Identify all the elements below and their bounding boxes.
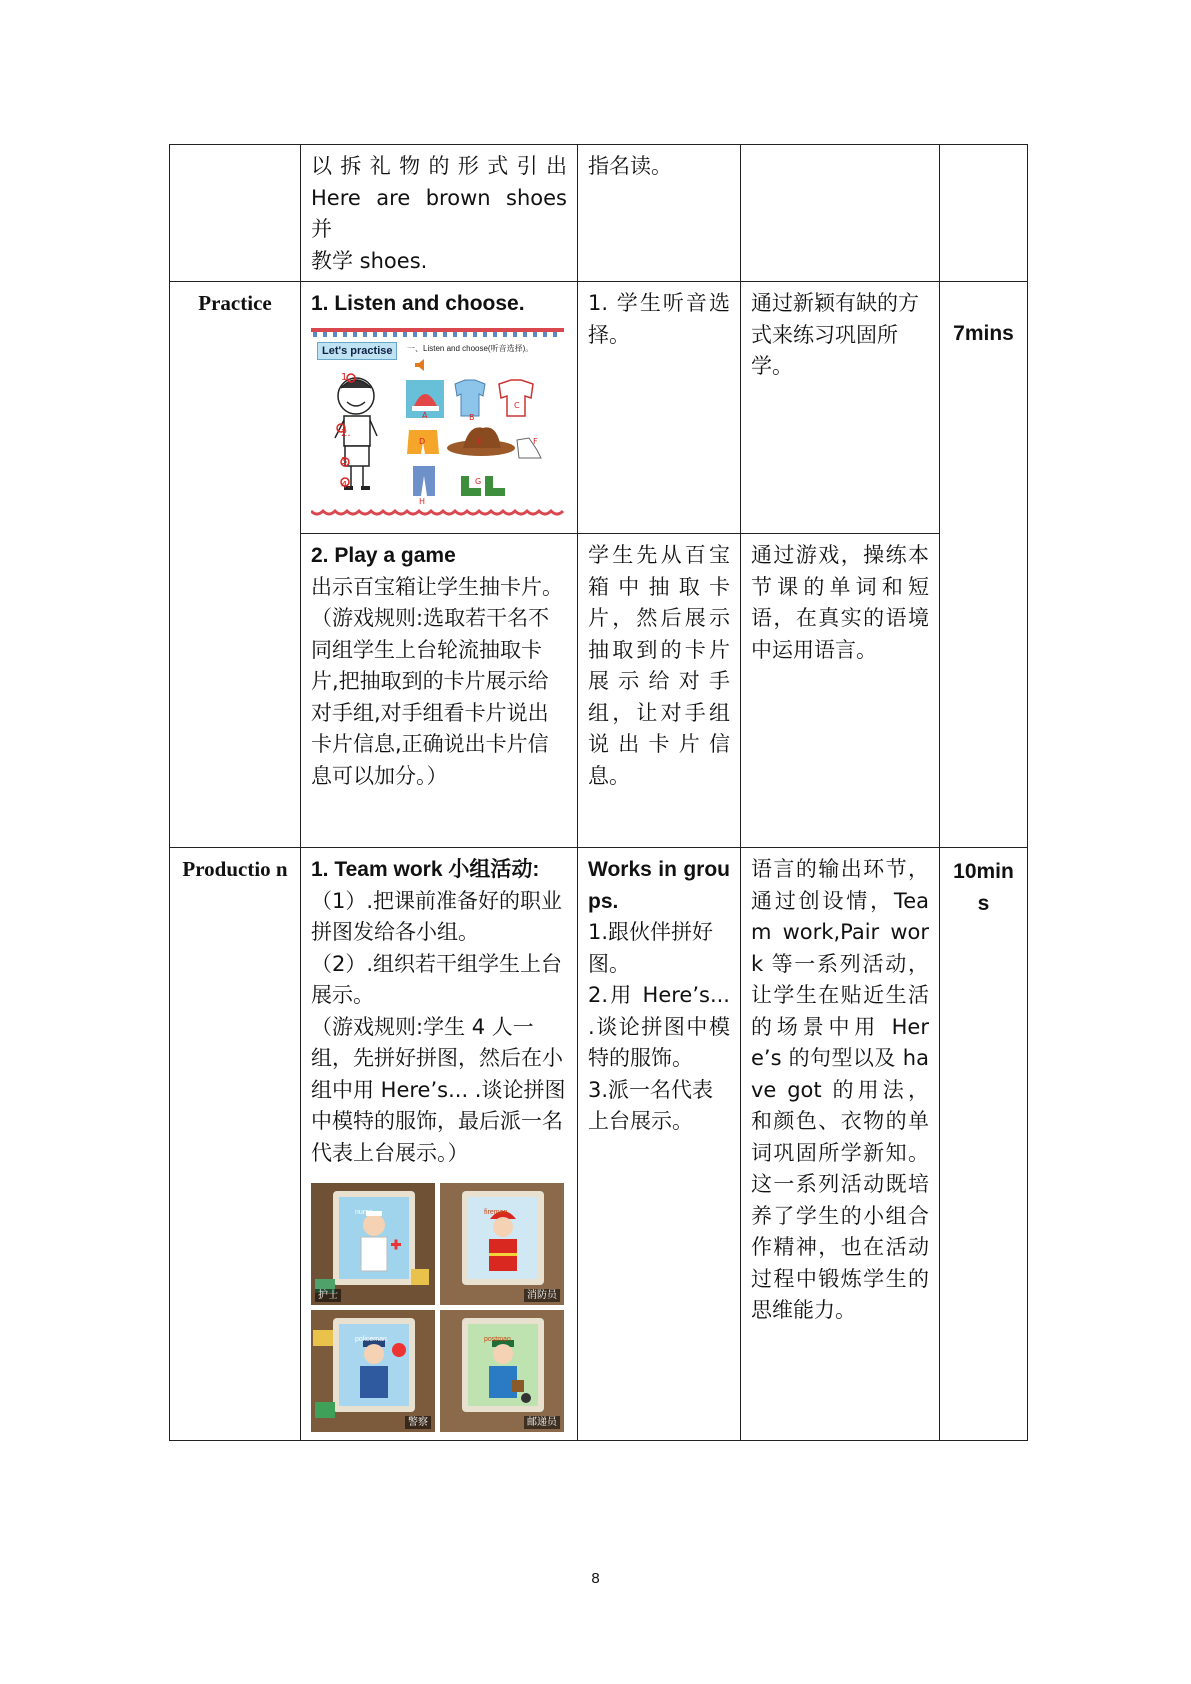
listen-instruction: 一、Listen and choose(听音选择)。 xyxy=(407,343,534,353)
intro-line-1: 以拆礼物的形式引出 xyxy=(311,154,567,178)
lets-practise-badge: Let's practise xyxy=(317,342,397,360)
row-practice-listen xyxy=(170,282,1028,534)
tshirt-icon xyxy=(499,380,533,416)
letter-g: G xyxy=(475,476,482,486)
puzzle-policeman xyxy=(311,1310,435,1432)
production-student-cell xyxy=(578,848,741,1441)
letter-c: C xyxy=(514,400,520,410)
listen-purpose-cell xyxy=(741,282,940,534)
production-content-cell xyxy=(301,848,578,1441)
game-purpose-cell xyxy=(741,534,940,848)
time-production xyxy=(940,848,1028,1441)
num-1: 1. xyxy=(341,371,351,383)
intro-student-text: 指名读。 xyxy=(588,154,672,178)
listen-student-cell xyxy=(578,282,741,534)
game-rules: （游戏规则:选取若干名不同组学生上台轮流抽取卡片,把抽取到的卡片展示给对手组,对手组看卡片说出卡片信息,正确说出卡片信息可以加分。） xyxy=(311,606,550,788)
production-rules: （游戏规则:学生 4 人一组，先拼好拼图，然后在小组中用 Here’s... .谈论拼图中模特的服饰，最后派一名代表上台展示。） xyxy=(311,1014,566,1165)
intro-time-cell xyxy=(940,145,1028,282)
letter-f: F xyxy=(533,436,538,446)
time-production-text: 10min s xyxy=(953,860,1014,915)
production-student-step-3: 3.派一名代表上台展示。 xyxy=(588,1077,714,1133)
game-purpose-text: 通过游戏，操练本节课的单词和短语，在真实的语境中运用语言。 xyxy=(751,543,929,662)
letter-b: B xyxy=(469,412,475,422)
intro-line-2: Here are brown shoes 并 xyxy=(311,185,567,241)
production-student-step-1: 1.跟伙伴拼好图。 xyxy=(588,920,714,976)
letter-h: H xyxy=(419,496,426,506)
puzzle-tag-nurse: nurse xyxy=(355,1209,373,1216)
num-3: 3. xyxy=(341,455,351,467)
listen-choose-illustration xyxy=(311,328,564,518)
production-student-title: Works in groups. xyxy=(588,858,730,913)
production-student-step-2: 2.用 Here’s... .谈论拼图中模特的服饰。 xyxy=(588,983,730,1070)
stage-practice: Practice xyxy=(170,282,301,848)
stage-production-text: Productio n xyxy=(182,857,288,881)
stage-production xyxy=(170,848,301,1441)
listen-title: 1. Listen and choose. xyxy=(311,292,525,315)
jeans-icon xyxy=(413,466,435,496)
production-purpose-cell xyxy=(741,848,940,1441)
game-student-text: 学生先从百宝箱中抽取卡片，然后展示抽取到的卡片展示给对手组，让对手组说出卡片信息。 xyxy=(588,543,730,788)
game-content: 出示百宝箱让学生抽卡片。 xyxy=(311,574,563,599)
puzzle-tag-fireman: fireman xyxy=(484,1209,508,1216)
puzzle-caption-postman: 邮递员 xyxy=(524,1416,560,1429)
job-puzzles-photo xyxy=(311,1183,564,1432)
intro-content-cell xyxy=(301,145,578,282)
speaker-icon xyxy=(415,359,424,371)
socks-green-icon xyxy=(461,476,505,496)
production-title: 1. Team work 小组活动: xyxy=(311,858,540,881)
clothes-scene xyxy=(311,358,564,508)
puzzle-nurse xyxy=(311,1183,435,1305)
game-title: 2. Play a game xyxy=(311,544,456,567)
num-4: 4. xyxy=(341,479,351,491)
letter-a: A xyxy=(422,410,428,420)
puzzle-caption-fireman: 消防员 xyxy=(524,1289,560,1302)
puzzle-caption-policeman: 警察 xyxy=(405,1416,431,1429)
puzzle-caption-nurse: 护士 xyxy=(315,1289,341,1302)
letter-e: E xyxy=(477,436,483,446)
game-content-cell xyxy=(301,534,578,848)
listen-purpose-text: 通过新颖有缺的方式来练习巩固所学。 xyxy=(751,291,919,378)
puzzle-fireman xyxy=(440,1183,564,1305)
production-step-1: （1）.把课前准备好的职业拼图发给各小组。 xyxy=(311,888,563,944)
puzzle-tag-postman: postman xyxy=(484,1336,511,1343)
listen-student-text: 1. 学生听音选择。 xyxy=(588,291,730,347)
page-number: 8 xyxy=(591,1570,600,1587)
row-intro xyxy=(170,145,1028,282)
nurse-figure-icon xyxy=(311,1183,435,1305)
bunting-bottom xyxy=(311,508,564,518)
game-student-cell xyxy=(578,534,741,848)
puzzle-tag-policeman: policeman xyxy=(355,1336,387,1343)
row-production xyxy=(170,848,1028,1441)
time-practice xyxy=(940,282,1028,848)
production-step-2: （2）.组织若干组学生上台展示。 xyxy=(311,951,563,1007)
production-purpose-text: 语言的输出环节，通过创设情，Team work,Pair work 等一系列活动，让学生在贴近生活的场景中用 Here’s 的句型以及 have got 的用法，和颜色、衣物的单词巩固所学新知。这一系列活动既培养了学生的小组合作精神，也在活动过程中锻炼学生的思维能力。 xyxy=(751,857,929,1322)
bunting-top xyxy=(311,328,564,338)
listen-content-cell xyxy=(301,282,578,534)
lesson-plan-table xyxy=(169,144,1028,1441)
shirt-blue-icon xyxy=(455,380,485,416)
puzzle-postman xyxy=(440,1310,564,1432)
intro-student-cell xyxy=(578,145,741,282)
stage-cell-empty xyxy=(170,145,301,282)
intro-line-3: 教学 shoes. xyxy=(311,248,428,273)
time-practice-text: 7mins xyxy=(953,322,1014,345)
letter-d: D xyxy=(419,436,426,446)
intro-purpose-cell xyxy=(741,145,940,282)
num-2: 2. xyxy=(341,427,351,439)
